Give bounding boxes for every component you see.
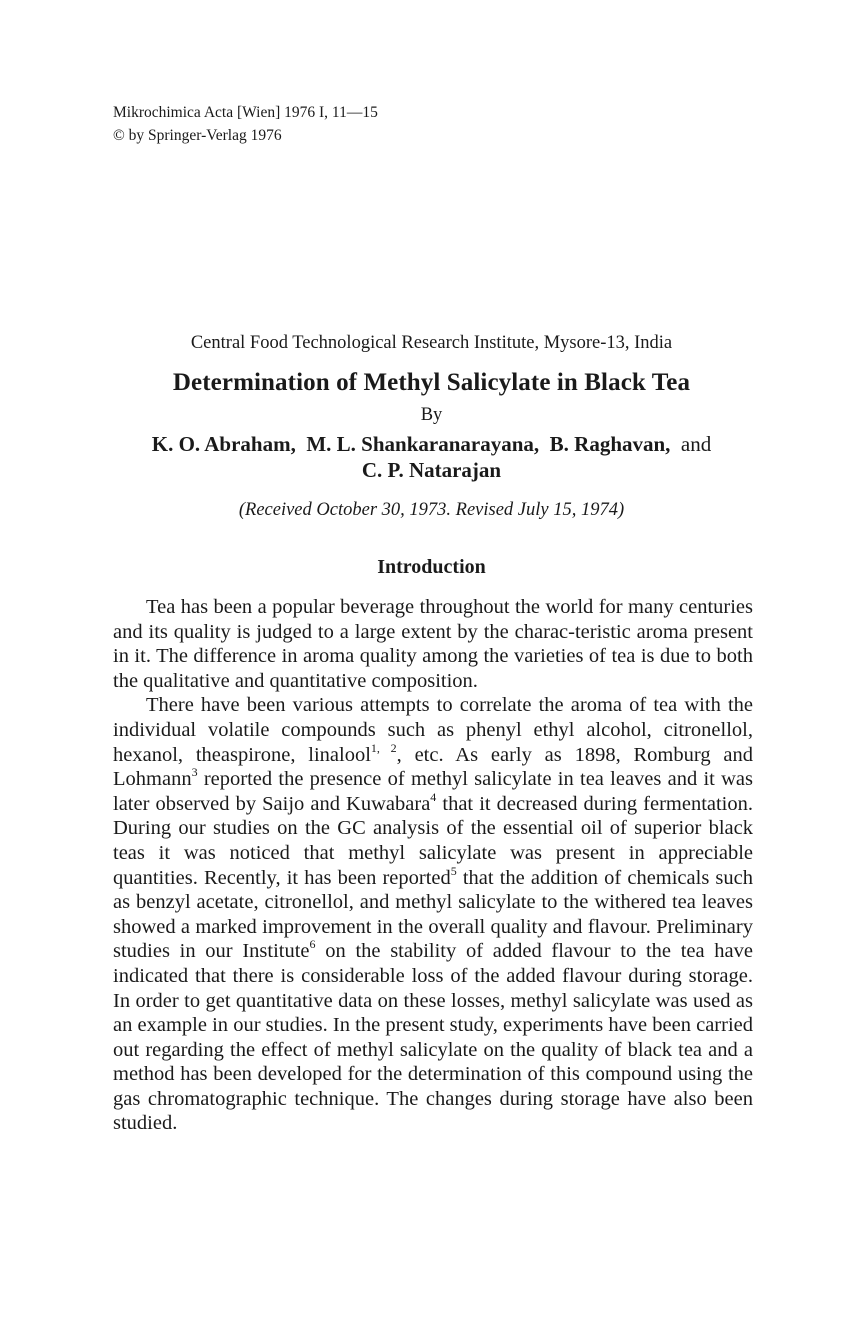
received-dates: (Received October 30, 1973. Revised July 15, 1974): [238, 500, 625, 520]
author-conjunction: and: [680, 432, 712, 456]
article-title: Determination of Methyl Salicylate in Black Tea: [172, 369, 691, 396]
author-name: C. P. Natarajan: [361, 458, 502, 482]
journal-citation: Mikrochimica Acta [Wien] 1976 I, 11—15: [113, 104, 378, 121]
paragraph-1: Tea has been a popular beverage throughout the world for many centuries and its quality is judged to a large extent by the charac-teristic aroma present in it. The difference in aroma quality among the varieties of tea is due to both the qualitative and quantitative composition.: [113, 596, 753, 692]
paragraph-text: that the addition of chemicals such as benzyl acetate, citronellol, and methyl salicylate to the withered tea leaves showed a marked improvement in the overall quality and flavour. Preliminary studies in our Institute: [113, 866, 753, 963]
paragraph-text: on the stability of added flavour to the tea have indicated that there is considerable loss of the added flavour during storage. In order to get quantitative data on these losses, methyl salicylate was used as an example in our studies. In the present study, experiments have been carried out regarding the effect of methyl salicylate on the quality of black tea and a method has been developed for the determination of this compound using the gas chromatographic technique. The changes during storage have also been studied.: [113, 940, 754, 1135]
section-heading-introduction: Introduction: [377, 556, 486, 578]
paragraph-text: that it decreased during fermentation. During our studies on the GC analysis of the essential oil of superior black teas it was noticed that methyl salicylate was present in appreciable quantities. Recently, it has been reported: [113, 792, 754, 889]
paragraph-text: reported the presence of methyl salicylate in tea leaves and it was later observed by Saijo and Kuwabara: [113, 768, 753, 815]
author-name: B. Raghavan,: [549, 432, 671, 456]
author-name: M. L. Shankaranarayana,: [306, 432, 540, 456]
journal-header: [113, 101, 378, 147]
copyright-notice: © by Springer-Verlag 1976: [113, 127, 282, 144]
paragraph-text: There have been various attempts to correlate the aroma of tea with the individual volatile compounds such as phenyl ethyl alcohol, citronellol, hexanol, theaspirone, linalool: [113, 694, 753, 766]
author-line-1: [0, 431, 863, 457]
reference-marker: 5: [450, 863, 457, 878]
by-label: By: [420, 405, 443, 425]
reference-marker: 1, 2: [370, 740, 397, 755]
paragraph-2: [113, 693, 753, 1136]
institute-affiliation: Central Food Technological Research Institute, Mysore-13, India: [190, 333, 673, 353]
author-list: [0, 431, 863, 483]
reference-marker: 4: [430, 789, 437, 804]
introduction-body: [113, 595, 753, 1136]
author-name: K. O. Abraham,: [151, 432, 296, 456]
paragraph-text: , etc. As early as 1898, Romburg and Lohmann: [113, 743, 754, 791]
author-line-2: [0, 457, 863, 483]
reference-marker: 6: [309, 937, 316, 952]
reference-marker: 3: [191, 765, 198, 780]
